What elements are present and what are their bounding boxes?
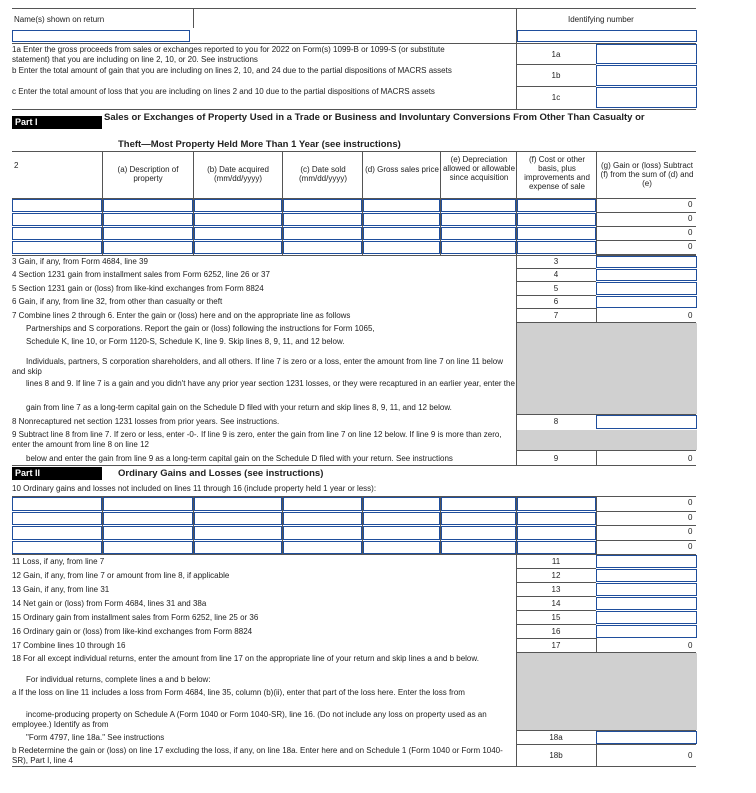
part1-row-4-col-c-input[interactable] — [194, 241, 282, 254]
part2-row-3-col-c-input[interactable] — [194, 526, 282, 540]
col-b-header: (b) Date acquired (mm/dd/yyyy) — [207, 165, 269, 183]
line-18-individual: For individual returns, complete lines a and b below: — [26, 675, 211, 684]
line-8-text: 8 Nonrecaptured net section 1231 losses from prior years. See instructions. — [12, 417, 280, 426]
part2-row-4-col-f-input[interactable] — [441, 541, 516, 555]
part2-row-1-col-a-input[interactable] — [12, 497, 102, 511]
line-18a-text-1: a If the loss on line 11 includes a loss from Form 4684, line 35, column (b)(ii), enter that part of the loss here. Enter the loss from — [12, 688, 465, 697]
part1-row-2-gain-value: 0 — [688, 214, 693, 223]
line-6-text: 6 Gain, if any, from line 32, from other than casualty or theft — [12, 297, 223, 306]
part2-row-4-col-b-input[interactable] — [103, 541, 193, 555]
line-1a-input[interactable] — [596, 44, 697, 64]
part1-row-3-col-d-input[interactable] — [283, 227, 362, 240]
line-7-value: 0 — [688, 311, 693, 320]
part2-row-4-col-undefined-input[interactable] — [517, 541, 596, 555]
box-11: 11 — [551, 557, 561, 566]
part2-row-2-col-undefined-input[interactable] — [517, 512, 596, 526]
box-12: 12 — [551, 571, 561, 580]
line-1b-text: b Enter the total amount of gain that you are including on lines 2, 10, and 24 due to the partial dispositions of MACRS assets — [12, 66, 452, 75]
line-7-partnerships: Partnerships and S corporations. Report the gain or (loss) following the instructions for Form 1065, — [26, 324, 375, 333]
line-14-input[interactable] — [596, 597, 697, 610]
part2-row-4-gain-value: 0 — [688, 541, 693, 551]
part1-row-4-col-f-input[interactable] — [441, 241, 516, 254]
part1-row-4-col-e-input[interactable] — [363, 241, 440, 254]
line-4-input[interactable] — [596, 269, 697, 281]
part2-row-1-col-b-input[interactable] — [103, 497, 193, 511]
line-7-individuals-3: gain from line 7 as a long-term capital gain on the Schedule D filed with your return and skip lines 8, 9, 11, and 12 below. — [26, 403, 452, 412]
line-3-text: 3 Gain, if any, from Form 4684, line 39 — [12, 257, 148, 266]
gray-block-line18 — [517, 653, 697, 730]
line-15-input[interactable] — [596, 611, 697, 624]
box-15: 15 — [551, 613, 561, 622]
line-16-input[interactable] — [596, 625, 697, 638]
line-17-value: 0 — [688, 641, 693, 650]
line-12-input[interactable] — [596, 569, 697, 582]
part1-row-3-col-a-input[interactable] — [12, 227, 102, 240]
line-1c-input[interactable] — [596, 87, 697, 108]
col-a-header: (a) Description of property — [117, 165, 179, 183]
box-7: 7 — [553, 311, 559, 320]
part1-row-2-col-a-input[interactable] — [12, 213, 102, 226]
part2-row-3-col-b-input[interactable] — [103, 526, 193, 540]
col-e-header: (e) Depreciation allowed or allowable since acquisition — [442, 155, 516, 182]
gray-block-line9 — [517, 430, 697, 450]
part1-row-4-col-a-input[interactable] — [12, 241, 102, 254]
part1-row-3-gain-value: 0 — [688, 228, 693, 237]
line-4-text: 4 Section 1231 gain from installment sales from Form 6252, line 26 or 37 — [12, 270, 270, 279]
part1-row-1-col-a-input[interactable] — [12, 199, 102, 212]
part2-row-2-col-d-input[interactable] — [283, 512, 362, 526]
line-9-text: 9 Subtract line 8 from line 7. If zero or less, enter -0-. If line 9 is zero, enter the gain from line 7 on line 12 below. If line 9 is more than zero, enter the amount from line 8 on line 12 — [12, 430, 502, 449]
part2-row-4-col-a-input[interactable] — [12, 541, 102, 555]
line-18b-value: 0 — [688, 751, 693, 760]
box-1c: 1c — [551, 93, 561, 102]
line-11-text: 11 Loss, if any, from line 7 — [12, 557, 105, 566]
part1-row-2-col-e-input[interactable] — [363, 213, 440, 226]
part2-row-3-col-a-input[interactable] — [12, 526, 102, 540]
part1-title — [104, 112, 694, 124]
part2-row-4-col-c-input[interactable] — [194, 541, 282, 555]
part1-subtitle: Theft—Most Property Held More Than 1 Year (see instructions) — [118, 139, 401, 150]
box-18a: 18a — [549, 733, 563, 742]
part2-row-3-gain-value: 0 — [688, 527, 693, 536]
col-g-header: (g) Gain or (loss) Subtract (f) from the sum of (d) and (e) — [600, 161, 694, 188]
part2-row-2-col-e-input[interactable] — [363, 512, 440, 526]
part1-row-2-col-d-input[interactable] — [283, 213, 362, 226]
part1-title-text: Sales or Exchanges of Property Used in a Trade or Business and Involuntary Conversions From Other Than Casualty or — [104, 112, 645, 123]
part1-row-1-col-e-input[interactable] — [363, 199, 440, 212]
line-6-input[interactable] — [596, 296, 697, 308]
part1-row-1-col-c-input[interactable] — [194, 199, 282, 212]
part1-row-3-col-f-input[interactable] — [441, 227, 516, 240]
line-9b-text: below and enter the gain from line 9 as a long-term capital gain on the Schedule D filed with your return. See instructions — [26, 454, 453, 463]
line-13-text: 13 Gain, if any, from line 31 — [12, 585, 110, 594]
part2-row-1-col-undefined-input[interactable] — [517, 497, 596, 511]
part2-row-1-col-c-input[interactable] — [194, 497, 282, 511]
box-17: 17 — [551, 641, 561, 650]
box-1b: 1b — [551, 71, 561, 80]
part2-row-1-col-e-input[interactable] — [363, 497, 440, 511]
line-13-input[interactable] — [596, 583, 697, 596]
line-14-text: 14 Net gain or (loss) from Form 4684, lines 31 and 38a — [12, 599, 207, 608]
box-13: 13 — [551, 585, 561, 594]
part1-row-2-col-c-input[interactable] — [194, 213, 282, 226]
part1-label: Part I — [12, 116, 102, 129]
part1-row-1-gain-value: 0 — [688, 200, 693, 209]
box-4: 4 — [553, 270, 559, 279]
part1-row-1-col-b-input[interactable] — [103, 199, 193, 212]
part2-row-4-col-d-input[interactable] — [283, 541, 362, 555]
id-input[interactable] — [517, 30, 697, 42]
line-18a-text-2: income-producing property on Schedule A (Form 1040 or Form 1040-SR), line 16. (Do not include any loss on property used as an employee.) Identify as from — [12, 710, 487, 729]
part2-label: Part II — [12, 467, 102, 480]
line-10-text: 10 Ordinary gains and losses not included on lines 11 through 16 (include property held 1 year or less): — [12, 484, 377, 493]
name-input[interactable] — [12, 30, 190, 42]
name-label: Name(s) shown on return — [14, 15, 105, 24]
part1-row-4-col-b-input[interactable] — [103, 241, 193, 254]
part2-row-2-col-c-input[interactable] — [194, 512, 282, 526]
part1-row-2-col-b-input[interactable] — [103, 213, 193, 226]
part1-row-3-col-b-input[interactable] — [103, 227, 193, 240]
col-c-header: (c) Date sold (mm/dd/yyyy) — [299, 165, 347, 183]
box-6: 6 — [553, 297, 559, 306]
line-2-num: 2 — [14, 161, 19, 170]
line-7-text: 7 Combine lines 2 through 6. Enter the gain or (loss) here and on the appropriate line as follows — [12, 311, 351, 320]
line-15-text: 15 Ordinary gain from installment sales from Form 6252, line 25 or 36 — [12, 613, 259, 622]
part2-row-1-col-f-input[interactable] — [441, 497, 516, 511]
box-8: 8 — [553, 417, 559, 426]
part2-row-2-col-a-input[interactable] — [12, 512, 102, 526]
part2-row-2-gain-value: 0 — [688, 512, 693, 522]
part1-row-3-col-undefined-input[interactable] — [517, 227, 596, 240]
line-5-text: 5 Section 1231 gain or (loss) from like-kind exchanges from Form 8824 — [12, 284, 264, 293]
box-5: 5 — [553, 284, 559, 293]
col-d-header: (d) Gross sales price — [365, 165, 439, 174]
part1-row-4-gain-value: 0 — [688, 242, 693, 251]
gray-block-line7 — [517, 323, 697, 414]
line-18a-text-3: "Form 4797, line 18a." See instructions — [26, 733, 165, 742]
box-14: 14 — [551, 599, 561, 608]
box-18b: 18b — [549, 751, 563, 760]
line-18b-text: b Redetermine the gain or (loss) on line 17 excluding the loss, if any, on line 18a. Enter here and on Schedule 1 (Form 1040 or Form 1040-SR), Part I, line 4 — [12, 746, 503, 765]
part2-row-1-gain-value: 0 — [688, 498, 693, 507]
line-11-input[interactable] — [596, 555, 697, 568]
line-9-value: 0 — [688, 454, 693, 463]
part2-row-3-col-undefined-input[interactable] — [517, 526, 596, 540]
box-1a: 1a — [551, 50, 561, 59]
part2-row-4-col-e-input[interactable] — [363, 541, 440, 555]
id-label: Identifying number — [568, 15, 634, 24]
line-17-text: 17 Combine lines 10 through 16 — [12, 641, 126, 650]
line-12-text: 12 Gain, if any, from line 7 or amount from line 8, if applicable — [12, 571, 230, 580]
part1-row-2-col-undefined-input[interactable] — [517, 213, 596, 226]
part1-row-1-col-d-input[interactable] — [283, 199, 362, 212]
part1-row-1-col-undefined-input[interactable] — [517, 199, 596, 212]
part1-row-4-col-undefined-input[interactable] — [517, 241, 596, 254]
line-8-input[interactable] — [596, 415, 697, 429]
part2-row-3-col-f-input[interactable] — [441, 526, 516, 540]
line-1c-text: c Enter the total amount of loss that you are including on lines 2 and 10 due to the partial dispositions of MACRS assets — [12, 87, 435, 96]
line-16-text: 16 Ordinary gain or (loss) from like-kind exchanges from Form 8824 — [12, 627, 253, 636]
col-f-header: (f) Cost or other basis, plus improvements and expense of sale — [524, 155, 590, 191]
line-18-text: 18 For all except individual returns, enter the amount from line 17 on the appropriate line of your return and skip lines a and b below. — [12, 654, 479, 663]
part1-row-2-col-f-input[interactable] — [441, 213, 516, 226]
line-1b-input[interactable] — [596, 65, 697, 86]
line-1a-text: 1a Enter the gross proceeds from sales or exchanges reported to you for 2022 on Form(s) 1099-B or 1099-S (or substitute statement) that you are including on line 2, 10, or 20. See instructions — [12, 45, 445, 64]
part2-row-2-col-f-input[interactable] — [441, 512, 516, 526]
part1-row-1-col-f-input[interactable] — [441, 199, 516, 212]
part1-row-3-col-e-input[interactable] — [363, 227, 440, 240]
box-16: 16 — [551, 627, 561, 636]
part2-row-3-col-d-input[interactable] — [283, 526, 362, 540]
line-7-schedule: Schedule K, line 10, or Form 1120-S, Schedule K, line 9. Skip lines 8, 9, 11, and 12 below. — [26, 337, 345, 346]
line-7-individuals-2: lines 8 and 9. If line 7 is a gain and you didn't have any prior year section 1231 losses, or they were recaptured in an earlier year, enter the — [26, 379, 515, 388]
part1-row-3-col-c-input[interactable] — [194, 227, 282, 240]
line-5-input[interactable] — [596, 282, 697, 295]
box-3: 3 — [553, 257, 559, 266]
box-9: 9 — [553, 454, 559, 463]
line-7-individuals-1: Individuals, partners, S corporation shareholders, and all others. If line 7 is zero or a loss, enter the amount from line 7 on line 11 below and skip — [12, 357, 503, 376]
part2-row-2-col-b-input[interactable] — [103, 512, 193, 526]
part2-row-1-col-d-input[interactable] — [283, 497, 362, 511]
part2-title: Ordinary Gains and Losses (see instructions) — [118, 468, 324, 479]
part1-row-4-col-d-input[interactable] — [283, 241, 362, 254]
part2-row-3-col-e-input[interactable] — [363, 526, 440, 540]
line-3-input[interactable] — [596, 256, 697, 268]
line-18a-input[interactable] — [596, 731, 697, 744]
